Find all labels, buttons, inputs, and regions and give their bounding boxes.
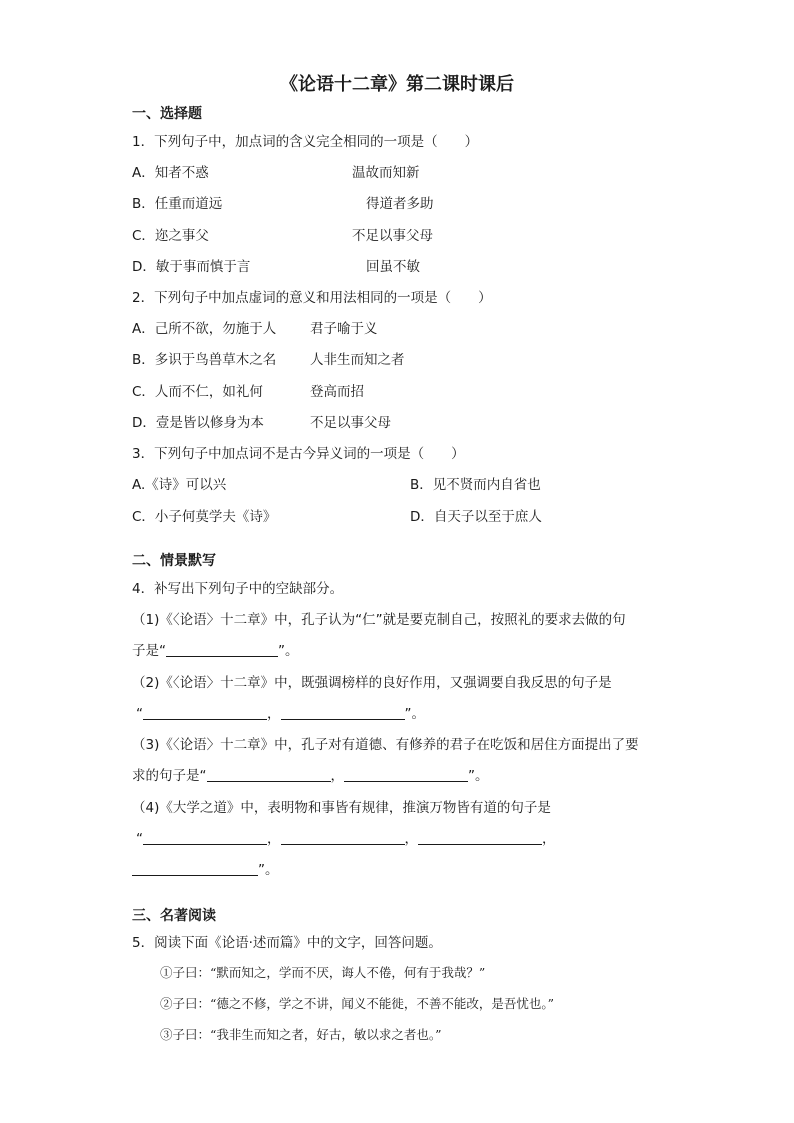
- open-quote: “: [136, 706, 143, 722]
- q1-option-a-compare: 温故而知新: [352, 165, 420, 181]
- q3-option-c: C．小子何莫学夫《诗》: [132, 509, 277, 525]
- q4-part4-blank-2[interactable]: [281, 830, 405, 845]
- section-heading-reading: 三、名著阅读: [132, 908, 216, 924]
- q1-option-c: C．迩之事父: [132, 228, 209, 244]
- close-quote: ”。: [258, 862, 279, 878]
- q4-part1-line2: [132, 639, 299, 659]
- question-5-stem: 5．阅读下面《论语·述而篇》中的文字，回答问题。: [132, 935, 442, 951]
- q4-part1-line1: （1)《〈论语〉十二章》中，孔子认为“仁”就是要克制自己，按照礼的要求去做的句: [132, 612, 626, 628]
- q4-part3-blank-2[interactable]: [344, 767, 468, 782]
- q4-part3-prefix: 求的句子是“: [132, 768, 207, 784]
- q4-part4-line1: （4)《大学之道》中，表明物和事皆有规律，推演万物皆有道的句子是: [132, 800, 551, 816]
- q4-part3-blank-1[interactable]: [207, 767, 331, 782]
- question-4-stem: 4．补写出下列句子中的空缺部分。: [132, 581, 344, 597]
- q4-part2-blank-2[interactable]: [281, 705, 405, 720]
- q1-option-d-compare: 回虽不敏: [366, 259, 420, 275]
- q4-part1-blank[interactable]: [166, 642, 278, 657]
- q2-option-a-compare: 君子喻于义: [310, 321, 378, 337]
- open-quote: “: [136, 831, 143, 847]
- q4-part4-line3: [132, 858, 279, 878]
- q1-option-d: D．敏于事而慎于言: [132, 259, 251, 275]
- q2-option-b: B．多识于鸟兽草木之名: [132, 352, 277, 368]
- question-3-stem: 3．下列句子中加点词不是古今异义词的一项是（ ）: [132, 446, 465, 462]
- q4-part1-prefix: 子是“: [132, 643, 166, 659]
- q4-part3-line1: （3)《〈论语〉十二章》中，孔子对有道德、有修养的君子在吃饭和居住方面提出了要: [132, 737, 639, 753]
- page-title: 《论语十二章》第二课时课后: [280, 74, 514, 95]
- q1-option-b: B．任重而道远: [132, 196, 223, 212]
- q2-option-d-compare: 不足以事父母: [310, 415, 391, 431]
- q5-quote-1: ①子曰：“默而知之，学而不厌，诲人不倦，何有于我哉？”: [160, 965, 486, 980]
- q2-option-c-compare: 登高而招: [310, 384, 364, 400]
- q4-part4-line2: [136, 827, 556, 847]
- q5-quote-3: ③子曰：“我非生而知之者，好古，敏以求之者也。”: [160, 1027, 442, 1042]
- comma: ，: [330, 768, 344, 784]
- comma: ，: [267, 831, 281, 847]
- q2-option-c: C．人而不仁，如礼何: [132, 384, 263, 400]
- q1-option-c-compare: 不足以事父母: [352, 228, 433, 244]
- close-quote: ”。: [468, 768, 489, 784]
- section-heading-dictation: 二、情景默写: [132, 553, 216, 569]
- q4-part1-suffix: ”。: [278, 643, 299, 659]
- close-quote: ”。: [404, 706, 425, 722]
- comma: ，: [267, 706, 281, 722]
- section-heading-choice: 一、选择题: [132, 106, 202, 122]
- q4-part4-blank-1[interactable]: [143, 830, 267, 845]
- q4-part4-blank-4[interactable]: [132, 861, 258, 876]
- q1-option-b-compare: 得道者多助: [366, 196, 434, 212]
- q3-option-d: D．自天子以至于庶人: [410, 509, 542, 525]
- q4-part2-line2: [136, 702, 425, 722]
- question-1-stem: 1．下列句子中，加点词的含义完全相同的一项是（ ）: [132, 134, 479, 150]
- q3-option-b: B．见不贤而内自省也: [410, 477, 541, 493]
- q1-option-a: A．知者不惑: [132, 165, 209, 181]
- q3-option-a: A.《诗》可以兴: [132, 477, 227, 493]
- q4-part2-line1: （2)《〈论语〉十二章》中，既强调榜样的良好作用，又强调要自我反思的句子是: [132, 675, 612, 691]
- q4-part4-blank-3[interactable]: [418, 830, 542, 845]
- question-2-stem: 2．下列句子中加点虚词的意义和用法相同的一项是（ ）: [132, 290, 492, 306]
- q4-part3-line2: [132, 764, 489, 784]
- comma: ，: [404, 831, 418, 847]
- q5-quote-2: ②子曰：“德之不修，学之不讲，闻义不能徙，不善不能改，是吾忧也。”: [160, 996, 555, 1011]
- q2-option-b-compare: 人非生而知之者: [310, 352, 405, 368]
- q2-option-d: D．壹是皆以修身为本: [132, 415, 264, 431]
- q2-option-a: A．己所不欲，勿施于人: [132, 321, 277, 337]
- q4-part2-blank-1[interactable]: [143, 705, 267, 720]
- comma: ，: [542, 831, 556, 847]
